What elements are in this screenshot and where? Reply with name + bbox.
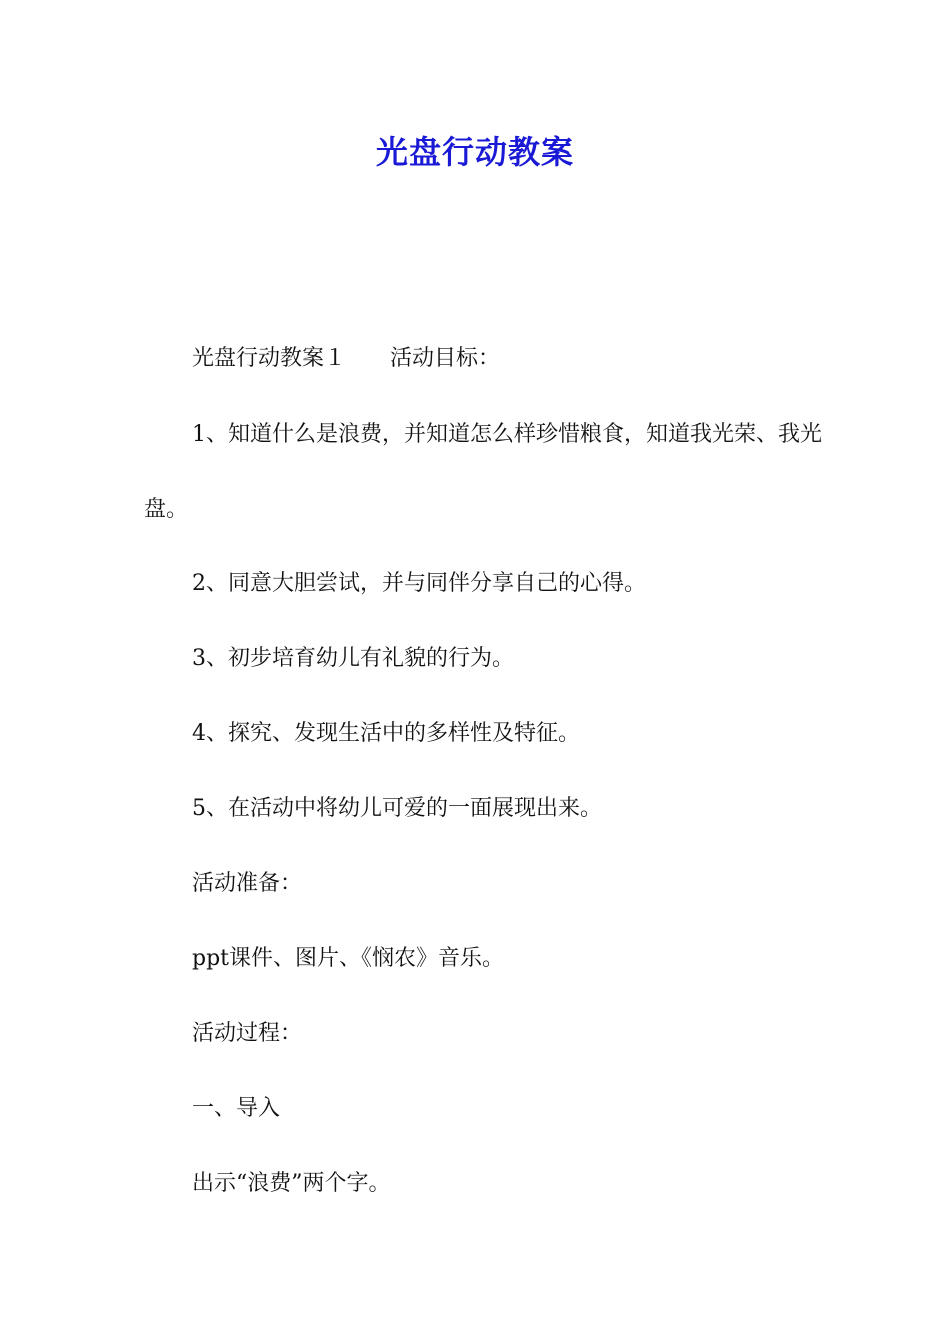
- intro-heading: 光盘行动教案１: [192, 346, 347, 371]
- preparation-heading: 活动准备：: [192, 871, 303, 896]
- document-body: [144, 340, 834, 1240]
- goal-5: 5、在活动中将幼儿可爱的一面展现出来。: [192, 796, 602, 821]
- step-1-heading: 一、导入: [192, 1096, 281, 1121]
- step-1-text: 出示“浪费”两个字。: [192, 1171, 391, 1196]
- goal-4: 4、探究、发现生活中的多样性及特征。: [192, 721, 580, 746]
- intro-label: 活动目标：: [390, 346, 501, 371]
- goal-2: 2、同意大胆尝试，并与同伴分享自己的心得。: [192, 571, 646, 596]
- process-heading: 活动过程：: [192, 1021, 303, 1046]
- preparation-materials: ppt课件、图片、《悯农》音乐。: [192, 946, 505, 971]
- intro-paragraph: [144, 340, 834, 378]
- goal-3: 3、初步培育幼儿有礼貌的行为。: [192, 646, 514, 671]
- goal-1: 1、知道什么是浪费，并知道怎么样珍惜粮食，知道我光荣、我光盘。: [144, 422, 822, 522]
- document-title: 光盘行动教案: [375, 133, 574, 171]
